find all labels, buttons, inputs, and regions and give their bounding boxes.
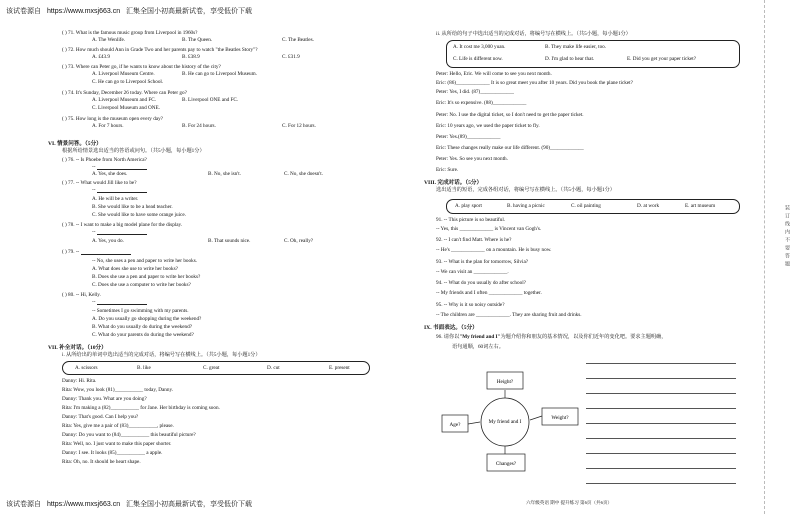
- writing-line-9[interactable]: [586, 483, 736, 484]
- mc-75-option-b[interactable]: B. For 24 hours.: [182, 123, 216, 129]
- q79-blank[interactable]: [81, 249, 131, 255]
- binding-label: 装订线内不要答题: [784, 205, 789, 269]
- mindmap-left-label: Age?: [449, 422, 461, 428]
- writing-line-5[interactable]: [586, 423, 736, 424]
- mc-74-option-a[interactable]: A. Liverpool Museum and FC.: [92, 97, 156, 103]
- q80-answer-blank[interactable]: --: [92, 299, 147, 305]
- q76-option-b[interactable]: B. No, she isn't.: [208, 171, 241, 177]
- sentbank-a[interactable]: A. It cost me 3,000 yuan.: [453, 44, 506, 50]
- dialog2-line-8: Eric: These changes really make our life different. (90)_____________: [436, 145, 584, 151]
- q96-lead: 96. 请你以: [436, 334, 460, 340]
- sentbank-d[interactable]: D. I'm glad to hear that.: [545, 56, 595, 62]
- q76-option-c[interactable]: C. No, she doesn't.: [284, 171, 323, 177]
- dialog2-line-4: Eric: It's so expensive. (88)_____________: [436, 100, 527, 106]
- q91-answer: -- Yes, this _____________ is Vincent van Gogh's.: [436, 226, 542, 232]
- bottom-source-tagline: 汇集全国小初高最新试卷，享受低价下载: [126, 501, 253, 508]
- source-tagline: 汇集全国小初高最新试卷，享受低价下载: [126, 8, 253, 15]
- phrasebank-c[interactable]: C. oil painting: [571, 203, 601, 209]
- sentbank-c[interactable]: C. Life is different now.: [453, 56, 503, 62]
- section-7-instructions: i. 从所给出的单词中选出适当的完成对话，将编号写在横线上。（共5小题，每小题1分）: [62, 352, 261, 358]
- bottom-source-url[interactable]: https://www.mxsj663.cn: [46, 501, 121, 508]
- dialog2-line-7: Peter: Yes.(89)_____________: [436, 134, 501, 140]
- sentence-bank-box: [446, 40, 740, 68]
- q76-option-a[interactable]: A. Yes, she does.: [92, 171, 128, 177]
- dialog2-line-3: Peter: Yes, I did. (87)_____________: [436, 89, 514, 95]
- dialog1-line-7: Danny: Do you want to (84)___________ this beautiful picture?: [62, 432, 196, 438]
- q78-option-c[interactable]: C. Oh, really?: [284, 238, 314, 244]
- dialog1-line-2: Rita: Wow, you look (81)___________ today, Danny.: [62, 387, 174, 393]
- wordbank-box: [62, 361, 370, 375]
- q78-option-b[interactable]: B. That sounds nice.: [208, 238, 251, 244]
- dialog2-line-9: Peter: Yes. So see you next month.: [436, 156, 508, 162]
- q77-option-b[interactable]: B. She would like to be a head teacher.: [92, 204, 173, 210]
- q96-line2: 语句通顺，60词左右。: [452, 344, 504, 350]
- writing-line-1[interactable]: [586, 363, 736, 364]
- q80-option-a[interactable]: A. Do you usually go shopping during the weekend?: [92, 316, 202, 322]
- mc-72-question: ( ) 72. How much should Ann in Grade Two and her parents pay to watch "the Beatles Story"?: [62, 47, 258, 53]
- writing-line-8[interactable]: [586, 468, 736, 469]
- mc-74-question: ( ) 74. It's Sunday, December 26 today. Where can Peter go?: [62, 90, 187, 96]
- q77-answer-blank[interactable]: --: [92, 187, 147, 193]
- q92-answer: -- He's _____________ on a mountain. He is busy now.: [436, 247, 552, 253]
- mindmap-connector-right: [530, 416, 542, 420]
- wordbank-e[interactable]: E. present: [329, 365, 350, 371]
- mc-75-question: ( ) 75. How long is the museum open every day?: [62, 116, 163, 122]
- mc-74-option-b[interactable]: B. Liverpool ONE and FC.: [182, 97, 239, 103]
- sentbank-b[interactable]: B. They make life easier, too.: [545, 44, 607, 50]
- wordbank-c[interactable]: C. great: [203, 365, 220, 371]
- dialog2-line-2: Eric: (86)_____________ It is so great meet you after 10 years. Did you book the plane ticket?: [436, 80, 633, 86]
- dialog1-line-9: Danny: I see. It looks (85)___________ a apple.: [62, 450, 163, 456]
- q95-answer: -- The children are _____________. They are sharing fruit and drinks.: [436, 312, 582, 318]
- dialog1-line-3: Danny: Thank you. What are you doing?: [62, 396, 147, 402]
- dialog1-line-4: Rita: I'm making a (82)___________ for Jane. Her birthday is coming soon.: [62, 405, 220, 411]
- mindmap-right-label: Weight?: [551, 415, 569, 421]
- writing-line-4[interactable]: [586, 408, 736, 409]
- q77-option-a[interactable]: A. He will be a writer.: [92, 196, 139, 202]
- mindmap-top-label: Height?: [496, 379, 514, 385]
- q92-prompt: 92. -- I can't find Matt. Where is he?: [436, 237, 512, 243]
- source-url[interactable]: https://www.mxsj663.cn: [46, 8, 121, 15]
- writing-line-7[interactable]: [586, 453, 736, 454]
- page-footer: 六年级英语 期中 提升练习 第6页（共6页）: [526, 500, 613, 505]
- mc-72-option-c[interactable]: C. £31.9: [282, 54, 300, 60]
- phrasebank-b[interactable]: B. having a picnic: [507, 203, 545, 209]
- q79-prompt: [62, 249, 131, 255]
- mc-71-option-b[interactable]: B. The Queen.: [182, 37, 213, 43]
- q95-prompt: 95. -- Why is it so noisy outside?: [436, 302, 505, 308]
- section-6-title: VI. 情景问答。（5分）: [48, 141, 102, 147]
- section-9-title: IX. 书面表达。（5分）: [424, 325, 478, 331]
- dialog1-line-10: Rita: Oh, no. It should be heart shape.: [62, 459, 141, 465]
- section-7-title: VII. 补全对话。（10分）: [48, 345, 107, 351]
- section-8-instructions: 选出适当的短语，完成各组对话，将编号写在横线上。（共5小题，每小题1分）: [436, 187, 615, 193]
- q78-prompt: ( ) 78. -- I want to make a big model plane for the display.: [62, 222, 183, 228]
- q94-prompt: 94. -- What do you usually do after school?: [436, 280, 526, 286]
- dialog1-line-1: Danny: Hi. Rita.: [62, 378, 97, 384]
- q80-reply: -- Sometimes I go swimming with my parents.: [92, 308, 189, 314]
- mc-73-question: ( ) 73. Where can Peter go, if he wants to know about the history of the city?: [62, 64, 221, 70]
- bottom-source-banner: [6, 499, 252, 509]
- q80-option-b[interactable]: B. What do you usually do during the weekend?: [92, 324, 193, 330]
- q77-prompt: ( ) 77. -- What would Jill like to be?: [62, 180, 137, 186]
- wordbank-a[interactable]: A. scissors: [75, 365, 98, 371]
- binding-line: [764, 0, 765, 514]
- mc-73-option-b[interactable]: B. He can go to Liverpool Museum.: [182, 71, 257, 77]
- q79-label: ( ) 79. --: [62, 249, 81, 255]
- q79-option-b[interactable]: B. Does she use a pen and paper to write her books?: [92, 274, 201, 280]
- sentbank-e[interactable]: E. Did you get your paper ticket?: [627, 56, 697, 62]
- mc-74-option-c[interactable]: C. Liverpool Museum and ONE.: [92, 105, 161, 111]
- writing-line-6[interactable]: [586, 438, 736, 439]
- q94-answer: -- My friends and I often _____________ together.: [436, 290, 542, 296]
- mc-72-option-b[interactable]: B. £38.9: [182, 54, 200, 60]
- q76-answer-blank[interactable]: --: [92, 164, 147, 170]
- q96-topic: "My friend and I": [459, 334, 501, 340]
- dialog2-line-5: Peter: No. I use the digital ticket, so I don't need to get the paper ticket.: [436, 112, 584, 118]
- dialog1-line-8: Rita: Well, no. I just want to make this paper shorter.: [62, 441, 172, 447]
- section-8-title: VIII. 完成对话。（5分）: [424, 180, 483, 186]
- mindmap-connector-left: [468, 422, 480, 424]
- mc-71-option-c[interactable]: C. The Beatles.: [282, 37, 314, 43]
- mindmap-bottom-label: Changes?: [495, 461, 517, 467]
- source-prefix: 该试卷源自: [6, 8, 41, 15]
- phrasebank-e[interactable]: E. art museum: [685, 203, 716, 209]
- phrase-bank-box: [446, 199, 740, 214]
- q79-reply: -- No, she uses a pen and paper to write her books.: [92, 258, 198, 264]
- mc-71-question: ( ) 71. What is the famous music group from Liverpool in 1960s?: [62, 30, 198, 36]
- q80-prompt: ( ) 80. -- Hi, Kelly.: [62, 292, 101, 298]
- q93-prompt: 93. -- What is the plan for tomorrow, Silvia?: [436, 259, 529, 265]
- phrasebank-d[interactable]: D. at work: [637, 203, 660, 209]
- mindmap-center-label: My friend and I: [488, 419, 522, 425]
- section-6-instructions: 根据所给情景选出适当的答语或问句。（共5小题，每小题1分）: [62, 148, 205, 154]
- dialog2-line-1: Peter: Hello, Eric. We will come to see you next month.: [436, 71, 552, 77]
- dialog2-line-10: Eric: Sure.: [436, 167, 459, 173]
- dialog2-line-6: Eric: 10 years ago, we used the paper ticket to fly.: [436, 123, 540, 129]
- section-7-ii-instructions: ii. 从所给的句子中选出适当的完成对话，将编号写在横线上。（共5小题，每小题1分）: [436, 31, 631, 37]
- q79-option-a[interactable]: A. What does she use to write her books?: [92, 266, 178, 272]
- q77-option-c[interactable]: C. She would like to have some orange juice.: [92, 212, 186, 218]
- mind-map: [440, 366, 580, 482]
- q80-option-c[interactable]: C. What do your parents do during the weekend?: [92, 332, 194, 338]
- writing-line-2[interactable]: [586, 378, 736, 379]
- q78-option-a[interactable]: A. Yes, you do.: [92, 238, 124, 244]
- mc-71-option-a[interactable]: A. The Wenlife.: [92, 37, 126, 43]
- q78-answer-blank[interactable]: --: [92, 229, 147, 235]
- bottom-source-prefix: 该试卷源自: [6, 501, 41, 508]
- wordbank-d[interactable]: D. cut: [267, 365, 280, 371]
- mc-73-option-a[interactable]: A. Liverpool Museum Centre.: [92, 71, 155, 77]
- mc-75-option-c[interactable]: C. For 12 hours.: [282, 123, 316, 129]
- q96-instructions: [436, 334, 666, 340]
- q79-option-c[interactable]: C. Does she use a computer to write her books?: [92, 282, 191, 288]
- mc-73-option-c[interactable]: C. He can go to Liverpool School.: [92, 79, 164, 85]
- mc-75-option-a[interactable]: A. For 7 hours.: [92, 123, 124, 129]
- q91-prompt: 91. -- This picture is so beautiful.: [436, 217, 506, 223]
- q96-rest: 为题介绍你和朋友的基本情况，以及你们近年的变化吧。要求主题明确，: [500, 334, 667, 340]
- top-source-banner: [6, 6, 252, 16]
- phrasebank-a[interactable]: A. play sport: [455, 203, 482, 209]
- mc-72-option-a[interactable]: A. £43.9: [92, 54, 111, 60]
- q93-answer: -- We can visit an _____________.: [436, 269, 509, 275]
- dialog1-line-6: Rita: Yes, give me a pair of (83)___________, please.: [62, 423, 174, 429]
- wordbank-b[interactable]: B. like: [137, 365, 151, 371]
- q76-prompt: ( ) 76. -- Is Phoebe from North America?: [62, 157, 147, 163]
- writing-line-3[interactable]: [586, 393, 736, 394]
- dialog1-line-5: Danny: That's good. Can I help you?: [62, 414, 139, 420]
